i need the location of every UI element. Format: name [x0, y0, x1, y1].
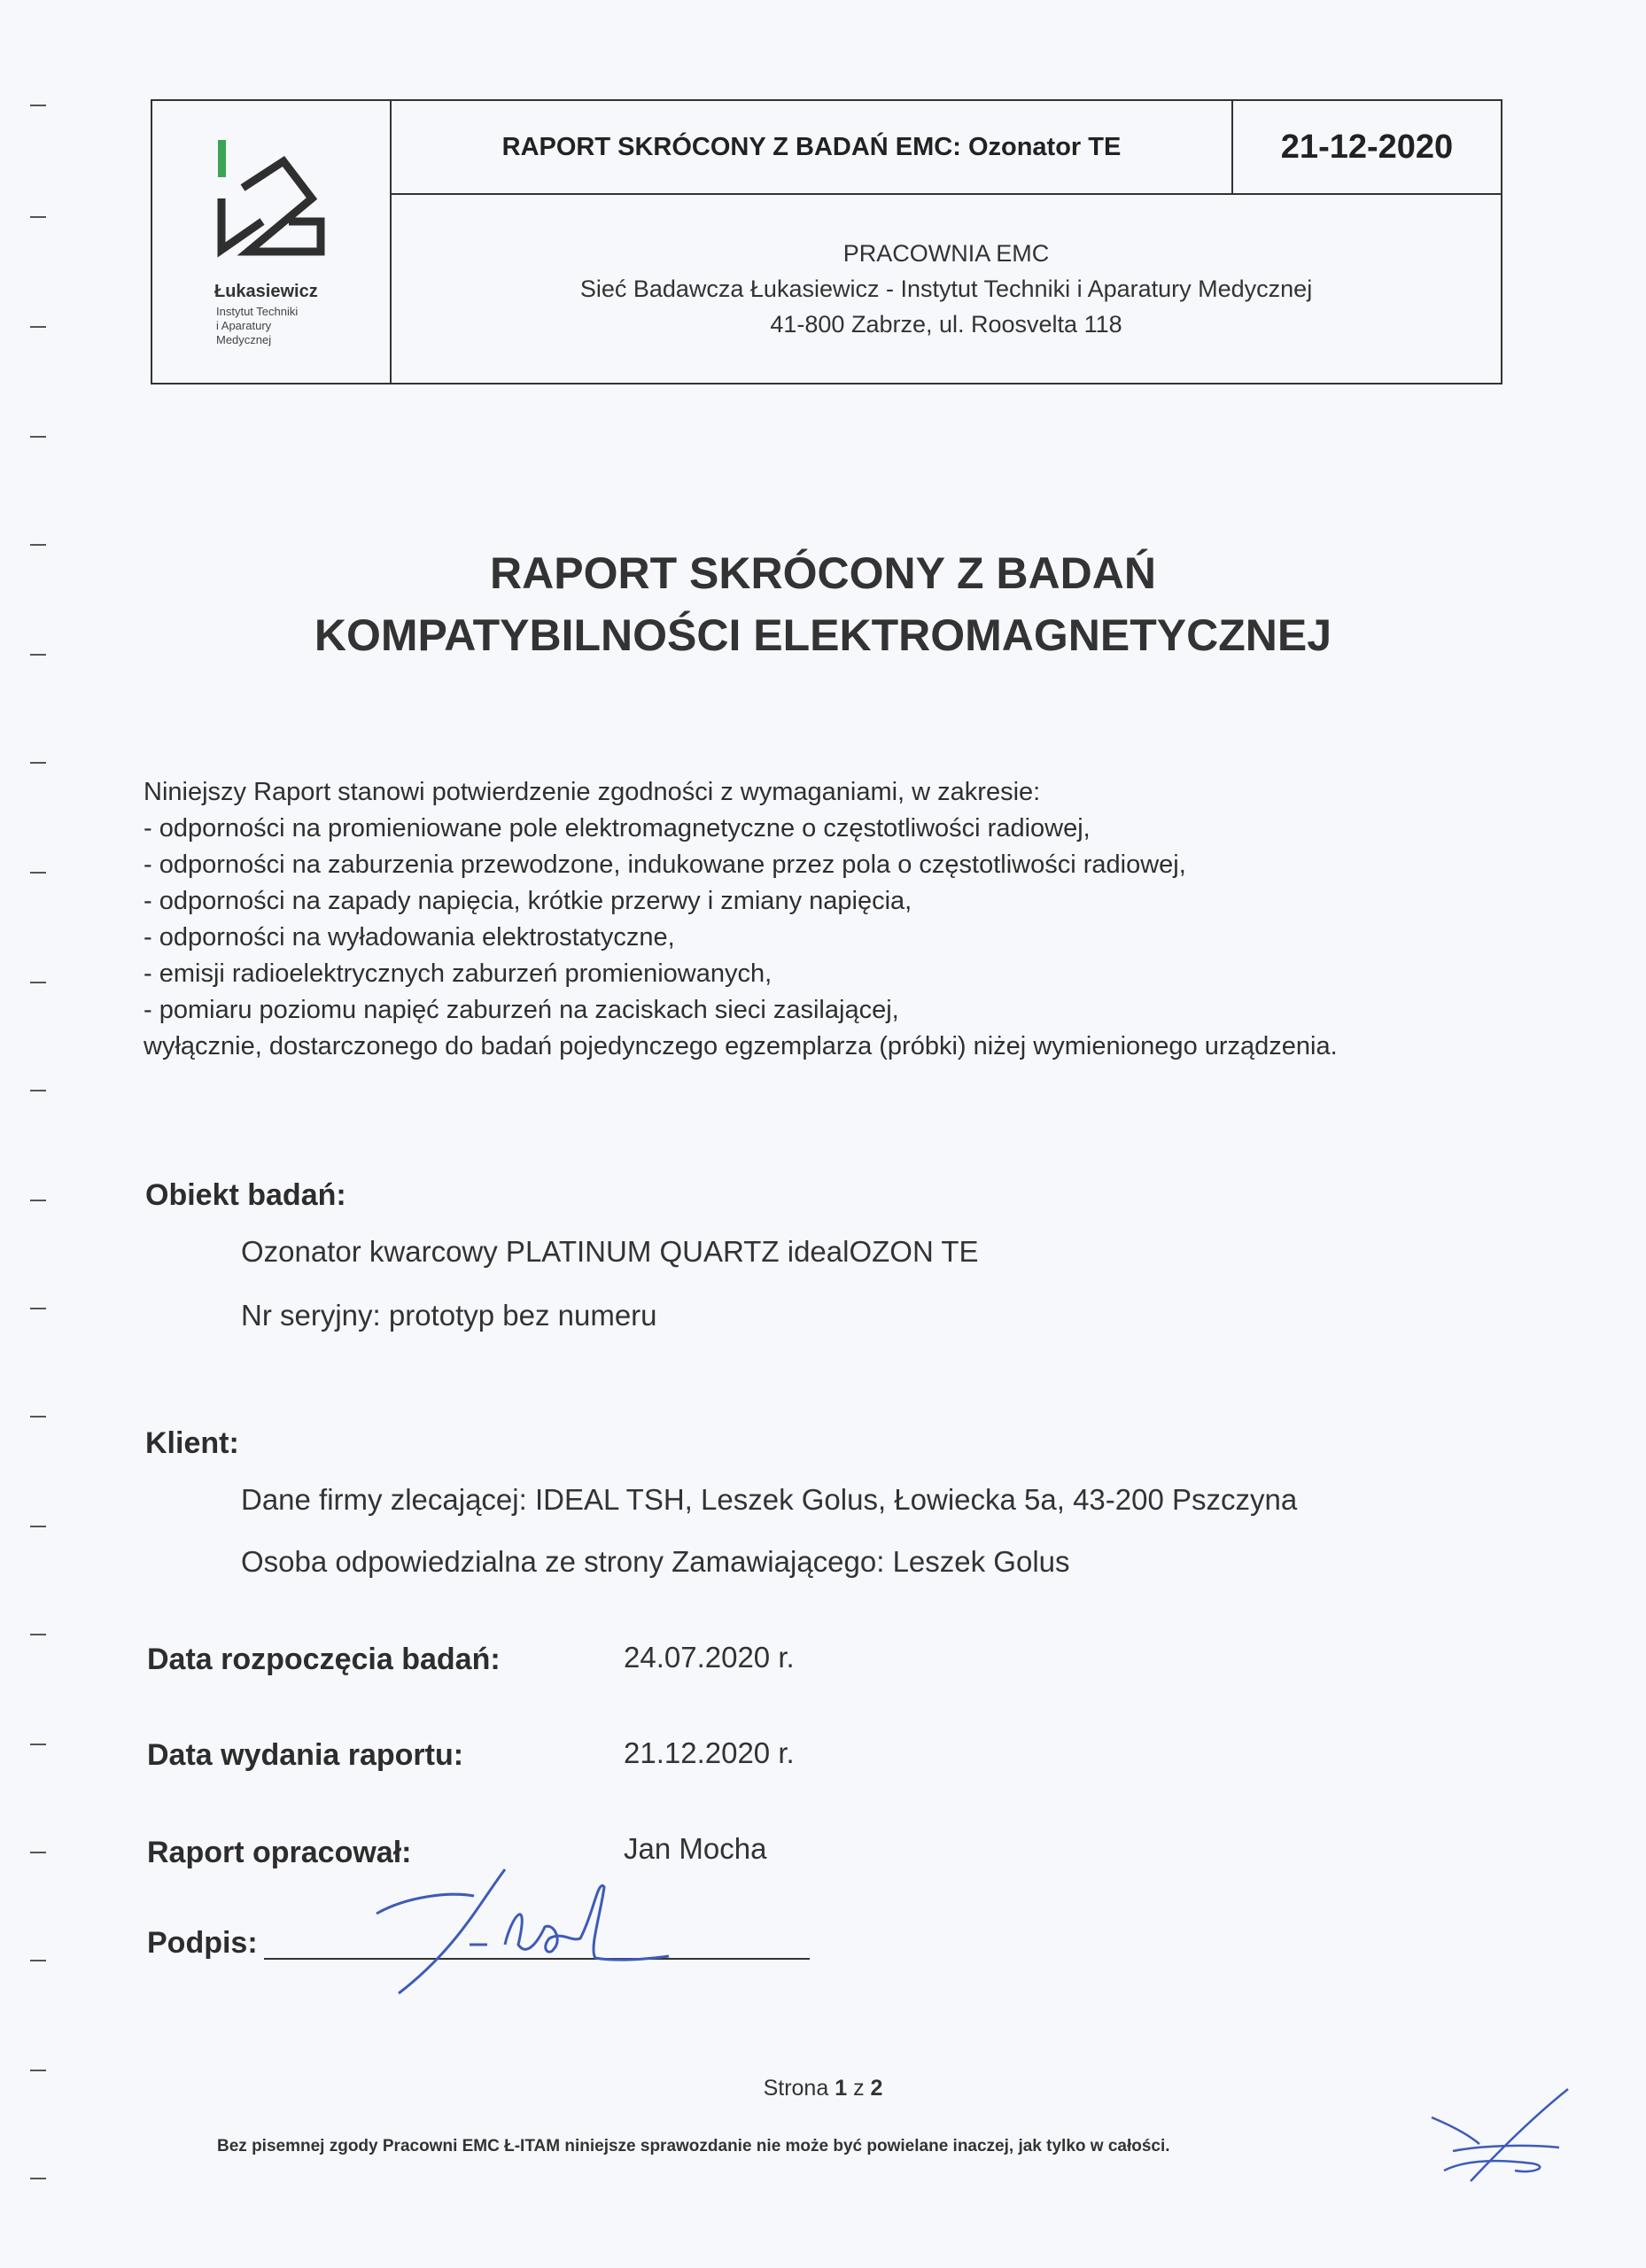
- test-start-label: Data rozpoczęcia badań:: [147, 1643, 501, 1676]
- logo-subtitle: Instytut Techniki i Aparatury Medycznej: [216, 305, 299, 346]
- organization-info: [392, 195, 1501, 383]
- org-line: 41-800 Zabrze, ul. Roosvelta 118: [770, 311, 1122, 338]
- scope-line: - odporności na zapady napięcia, krótkie przerwy i zmiany napięcia,: [144, 887, 912, 915]
- client-contact: Osoba odpowiedzialna ze strony Zamawiającego: Leszek Golus: [241, 1545, 1070, 1578]
- scope-line: - pomiaru poziomu napięć zaburzeń na zaciskach sieci zasilającej,: [144, 996, 899, 1024]
- lukasiewicz-logo-icon: [207, 136, 340, 278]
- logo-name: Łukasiewicz: [214, 282, 318, 301]
- object-name: Ozonator kwarcowy PLATINUM QUARTZ idealOZON TE: [241, 1235, 979, 1268]
- scope-line: - odporności na wyładowania elektrostatyczne,: [144, 923, 675, 951]
- scope-line: Niniejszy Raport stanowi potwierdzenie zgodności z wymaganiami, w zakresie:: [144, 778, 1041, 806]
- object-label: Obiekt badań:: [145, 1178, 346, 1212]
- scope-line: - odporności na promieniowane pole elektromagnetyczne o częstotliwości radiowej,: [144, 814, 1091, 843]
- author-label: Raport opracował:: [147, 1836, 412, 1869]
- header-title: RAPORT SKRÓCONY Z BADAŃ EMC: Ozonator TE: [392, 101, 1233, 195]
- header-date: 21-12-2020: [1233, 101, 1501, 195]
- initials-mark-icon: [1426, 2082, 1577, 2188]
- client-company: Dane firmy zlecającej: IDEAL TSH, Leszek Golus, Łowiecka 5a, 43-200 Pszczyna: [241, 1483, 1298, 1516]
- signature-label: Podpis:: [147, 1926, 258, 1960]
- scope-paragraph: [144, 774, 1526, 1065]
- header-table: [151, 99, 1502, 384]
- org-line: PRACOWNIA EMC: [842, 240, 1050, 267]
- client-label: Klient:: [145, 1426, 239, 1460]
- scope-line: - odporności na zaburzenia przewodzone, indukowane przez pola o częstotliwości radiowej,: [144, 850, 1186, 879]
- document-title: RAPORT SKRÓCONY Z BADAŃ KOMPATYBILNOŚCI ELEKTROMAGNETYCZNEJ: [314, 548, 1332, 660]
- author-value: Jan Mocha: [624, 1832, 767, 1865]
- org-line: Sieć Badawcza Łukasiewicz - Instytut Techniki i Aparatury Medycznej: [579, 276, 1313, 302]
- copyright-note: Bez pisemnej zgody Pracowni EMC Ł-ITAM niniejsze sprawozdanie nie może być powielane inaczej, jak tylko w całości.: [217, 2137, 1170, 2155]
- issue-date-label: Data wydania raportu:: [147, 1738, 464, 1772]
- handwritten-signature-icon: [372, 1860, 691, 2002]
- test-start-value: 24.07.2020 r.: [624, 1641, 795, 1674]
- scope-line: - emisji radioelektrycznych zaburzeń promieniowanych,: [144, 959, 773, 988]
- scope-line: wyłącznie, dostarczonego do badań pojedynczego egzemplarza (próbki) niżej wymienionego urządzenia.: [144, 1032, 1338, 1060]
- issue-date-value: 21.12.2020 r.: [624, 1736, 795, 1769]
- object-serial: Nr seryjny: prototyp bez numeru: [241, 1299, 657, 1332]
- logo-cell: [152, 101, 392, 383]
- page-number: Strona 1 z 2: [763, 2076, 883, 2101]
